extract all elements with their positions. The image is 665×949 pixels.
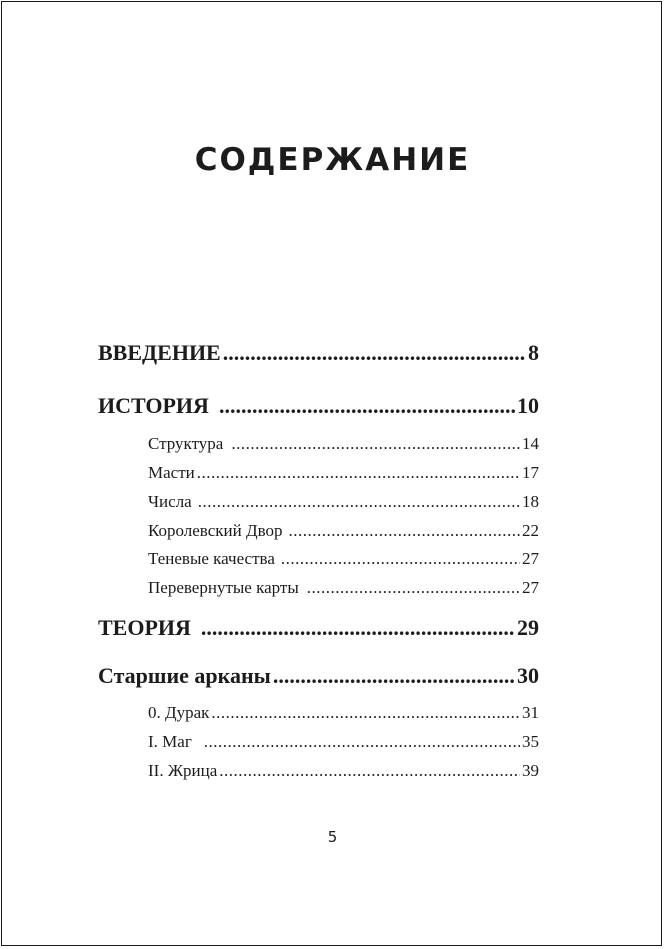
- toc-entry-label: ТЕОРИЯ: [98, 615, 191, 640]
- dot-leader: [219, 393, 515, 419]
- toc-entry-label: II. Жрица: [148, 761, 218, 780]
- dot-leader: [273, 663, 515, 689]
- toc-entry-label: ВВЕДЕНИЕ: [98, 340, 221, 365]
- toc-entry-page: 18: [522, 492, 539, 511]
- page-number: 5: [327, 828, 338, 846]
- toc-entry-numbers: [148, 492, 539, 516]
- toc-entry-page: 29: [517, 615, 539, 640]
- toc-entry-history: [98, 393, 539, 423]
- toc-entry-major-arcana: [98, 663, 539, 693]
- toc-entry-royal-court: [148, 521, 539, 545]
- toc-entry-high-priestess: [148, 761, 539, 785]
- toc-entry-label: Королевский Двор: [148, 521, 283, 540]
- toc-entry-label: Старшие арканы: [98, 663, 271, 688]
- toc-entry-label: ИСТОРИЯ: [98, 393, 209, 418]
- page-title: СОДЕРЖАНИЕ: [194, 142, 471, 178]
- toc-entry-page: 39: [522, 761, 539, 780]
- toc-entry-page: 22: [522, 521, 539, 540]
- toc-entry-page: 27: [522, 578, 539, 597]
- toc-entry-magician: [148, 732, 539, 756]
- toc-entry-page: 27: [522, 549, 539, 568]
- toc-entry-label: Перевернутые карты: [148, 578, 299, 597]
- dot-leader: [211, 703, 520, 723]
- book-page: [1, 1, 662, 946]
- dot-leader: [201, 615, 515, 641]
- toc-entry-structure: [148, 434, 539, 458]
- dot-leader: [307, 578, 520, 598]
- toc-entry-page: 17: [522, 463, 539, 482]
- dot-leader: [198, 492, 520, 512]
- dot-leader: [281, 549, 520, 569]
- toc-entry-label: Структура: [148, 434, 224, 453]
- toc-entry-label: Теневые качества: [148, 549, 275, 568]
- toc-entry-page: 30: [517, 663, 539, 688]
- toc-entry-page: 35: [522, 732, 539, 751]
- toc-entry-fool: [148, 703, 539, 727]
- toc-entry-page: 8: [528, 340, 539, 365]
- toc-entry-page: 10: [517, 393, 539, 418]
- toc-entry-reversed-cards: [148, 578, 539, 602]
- toc-entry-label: Масти: [148, 463, 195, 482]
- toc-entry-introduction: [98, 340, 539, 370]
- toc-entry-label: Числа: [148, 492, 192, 511]
- dot-leader: [197, 463, 520, 483]
- toc-entry-shadow-qualities: [148, 549, 539, 573]
- dot-leader: [231, 434, 520, 454]
- toc-entry-suits: [148, 463, 539, 487]
- toc-entry-page: 14: [522, 434, 539, 453]
- dot-leader: [219, 761, 520, 781]
- toc-entry-label: 0. Дурак: [148, 703, 210, 722]
- toc-entry-theory: [98, 615, 539, 645]
- toc-entry-label: I. Маг: [148, 732, 192, 751]
- toc-entry-page: 31: [522, 703, 539, 722]
- dot-leader: [223, 340, 526, 366]
- dot-leader: [288, 521, 520, 541]
- dot-leader: [204, 732, 520, 752]
